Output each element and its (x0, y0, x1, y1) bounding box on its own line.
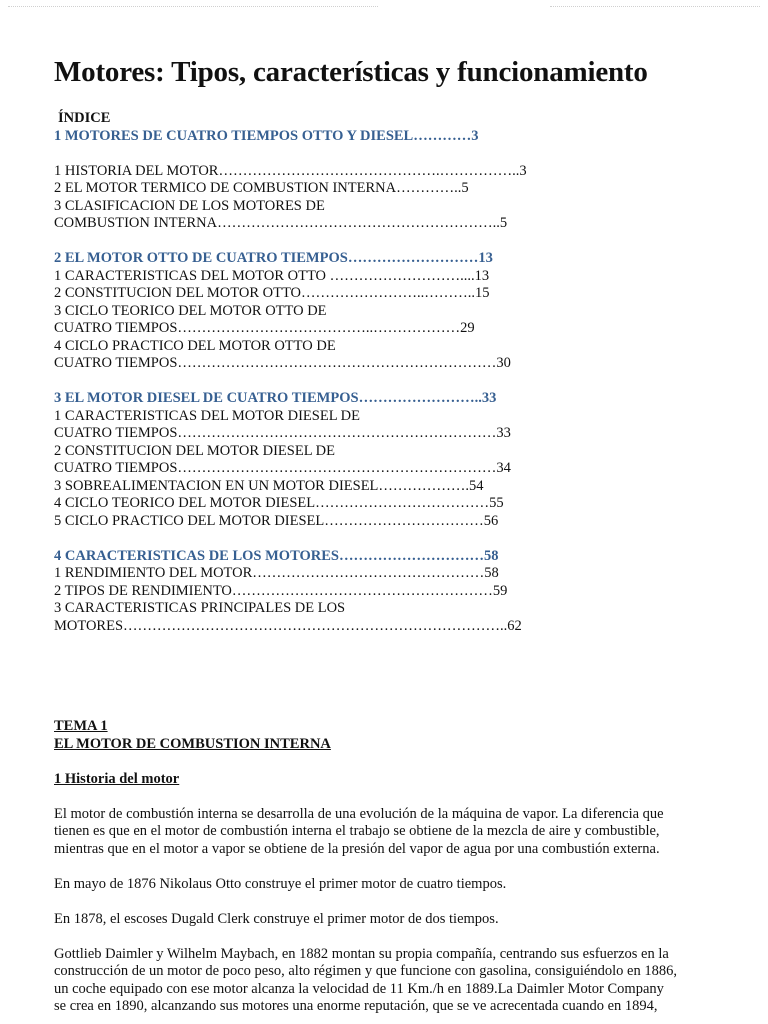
toc-entry[interactable]: 4 CICLO PRACTICO DEL MOTOR OTTO DE (54, 337, 336, 354)
paragraph (54, 806, 716, 859)
toc-entry[interactable]: 5 CICLO PRACTICO DEL MOTOR DIESEL……………………………56 (54, 512, 499, 529)
subsection-title: 1 Historia del motor (54, 770, 180, 787)
toc-entry[interactable]: 2 CONSTITUCION DEL MOTOR OTTO……………………..………..15 (54, 285, 490, 301)
paragraph-line: mientras que en el motor a vapor se obtiene de la presión del vapor de agua por una combustión externa. (54, 840, 660, 857)
toc-entry[interactable]: 2 CONSTITUCION DEL MOTOR DIESEL DE (54, 442, 335, 459)
toc-entry[interactable]: CUATRO TIEMPOS…………………………………………………………33 (54, 425, 511, 441)
toc-entry[interactable]: 2 EL MOTOR TERMICO DE COMBUSTION INTERNA…………..5 (54, 180, 469, 196)
toc-section-title[interactable]: 2 EL MOTOR OTTO DE CUATRO TIEMPOS………………………13 (54, 250, 493, 266)
toc-entry[interactable]: 1 HISTORIA DEL MOTOR……………………………………….……………..3 (54, 162, 527, 179)
paragraph (54, 911, 716, 929)
toc-section-title[interactable]: 4 CARACTERISTICAS DE LOS MOTORES…………………………58 (54, 547, 499, 564)
toc-entry[interactable]: MOTORES……………………………………………………………………..62 (54, 617, 522, 634)
toc-entry[interactable]: 1 CARACTERISTICAS DEL MOTOR DIESEL DE (54, 407, 360, 424)
toc-entry[interactable]: COMBUSTION INTERNA…………………………………………………..5 (54, 215, 508, 231)
toc-entry[interactable]: CUATRO TIEMPOS…………………………………………………………34 (54, 460, 511, 476)
toc-entry[interactable]: 2 TIPOS DE RENDIMIENTO………………………………………………59 (54, 582, 508, 599)
paragraph-line: Gottlieb Daimler y Wilhelm Maybach, en 1882 montan su propia compañía, centrando sus esfuerzos en la (54, 945, 669, 962)
document-title: Motores: Tipos, características y funcionamiento (54, 56, 648, 88)
toc-entry[interactable]: 3 CARACTERISTICAS PRINCIPALES DE LOS (54, 600, 346, 616)
document-body (54, 718, 716, 1016)
toc-entry[interactable]: CUATRO TIEMPOS…………………………………………………………30 (54, 355, 511, 371)
paragraph-line: se crea en 1890, alcanzando sus motores una enorme reputación, que se ve acrecentada cuando en 1894, (54, 998, 658, 1014)
paragraph-line: construcción de un motor de poco peso, alto régimen y que funcione con gasolina, consiguiéndolo en 1886, (54, 963, 677, 979)
toc-entry[interactable]: 4 CICLO TEORICO DEL MOTOR DIESEL………………………………55 (54, 495, 504, 511)
paragraph-line: El motor de combustión interna se desarrolla de una evolución de la máquina de vapor. La diferencia que (54, 805, 664, 822)
top-dotted-rule-left (8, 6, 378, 7)
paragraph-line: tienen es que en el motor de combustión interna el trabajo se obtiene de la mezcla de aire y combustible, (54, 823, 660, 839)
tema-label: TEMA 1 (54, 718, 108, 734)
paragraph (54, 946, 716, 1016)
toc-heading: ÍNDICE (58, 110, 111, 126)
tema-title: EL MOTOR DE COMBUSTION INTERNA (54, 735, 331, 752)
table-of-contents (54, 110, 714, 635)
toc-section-title[interactable]: 1 MOTORES DE CUATRO TIEMPOS OTTO Y DIESEL…………3 (54, 127, 479, 144)
paragraph-line: un coche equipado con ese motor alcanza la velocidad de 11 Km./h en 1889.La Daimler Motor Company (54, 980, 664, 997)
paragraph (54, 876, 716, 894)
top-dotted-rule-right (550, 6, 760, 7)
toc-entry[interactable]: 3 CLASIFICACION DE LOS MOTORES DE (54, 197, 325, 214)
paragraph-line: En 1878, el escoses Dugald Clerk construye el primer motor de dos tiempos. (54, 910, 499, 927)
toc-entry[interactable]: CUATRO TIEMPOS…………………………………..………………29 (54, 320, 475, 336)
toc-entry[interactable]: 3 SOBREALIMENTACION EN UN MOTOR DIESEL……………….54 (54, 477, 484, 494)
toc-entry[interactable]: 3 CICLO TEORICO DEL MOTOR OTTO DE (54, 302, 327, 319)
toc-entry[interactable]: 1 RENDIMIENTO DEL MOTOR…………………………………………58 (54, 565, 499, 581)
viewer-top-bar (8, 6, 760, 10)
toc-section-title[interactable]: 3 EL MOTOR DIESEL DE CUATRO TIEMPOS……………………..33 (54, 390, 497, 406)
paragraph-line: En mayo de 1876 Nikolaus Otto construye el primer motor de cuatro tiempos. (54, 875, 507, 892)
toc-entry[interactable]: 1 CARACTERISTICAS DEL MOTOR OTTO ………………………....13 (54, 267, 490, 284)
